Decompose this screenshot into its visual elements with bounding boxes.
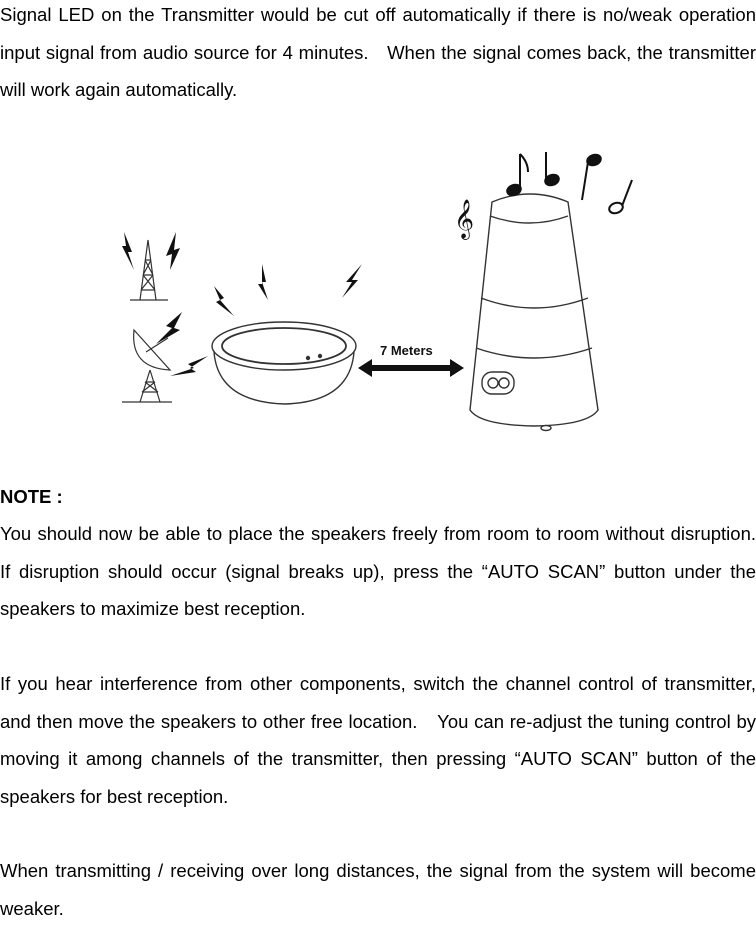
lightning-bolt-icon bbox=[166, 232, 180, 270]
note-paragraph-3: When transmitting / receiving over long distances, the signal from the system will become weaker. bbox=[0, 860, 756, 919]
distance-label: 7 Meters bbox=[380, 343, 433, 358]
radio-tower-icon bbox=[130, 240, 168, 300]
lightning-bolt-icon bbox=[258, 264, 268, 300]
lightning-bolt-icon bbox=[342, 264, 362, 298]
lightning-bolt-icon bbox=[122, 232, 134, 270]
intro-paragraph: Signal LED on the Transmitter would be cut off automatically if there is no/weak operation input signal from audio source for 4 minutes. When the signal comes back, the transmitter will work again automatically. bbox=[0, 4, 756, 100]
note-paragraph-2: If you hear interference from other components, switch the channel control of transmitter, and then move the speakers to other free location. You can re-adjust the tuning control by moving it among channels of the transmitter, then pressing “AUTO SCAN” button of the speakers for best reception. bbox=[0, 673, 756, 807]
svg-text:𝄞: 𝄞 bbox=[454, 199, 475, 239]
transmitter-device bbox=[212, 322, 356, 404]
distance-arrow bbox=[358, 359, 464, 377]
speaker-device bbox=[470, 194, 598, 431]
lightning-bolt-icon bbox=[156, 312, 182, 344]
lightning-bolt-icon bbox=[170, 356, 208, 376]
lightning-bolt-icon bbox=[214, 286, 234, 316]
transmitter-speaker-illustration bbox=[110, 140, 640, 440]
note-paragraph-1: You should now be able to place the speakers freely from room to room without disruption. If disruption should occur (signal breaks up), press the “AUTO SCAN” button under the speakers to maximize best reception. bbox=[0, 523, 756, 619]
note-heading: NOTE : bbox=[0, 486, 63, 507]
satellite-dish-icon bbox=[122, 330, 172, 402]
